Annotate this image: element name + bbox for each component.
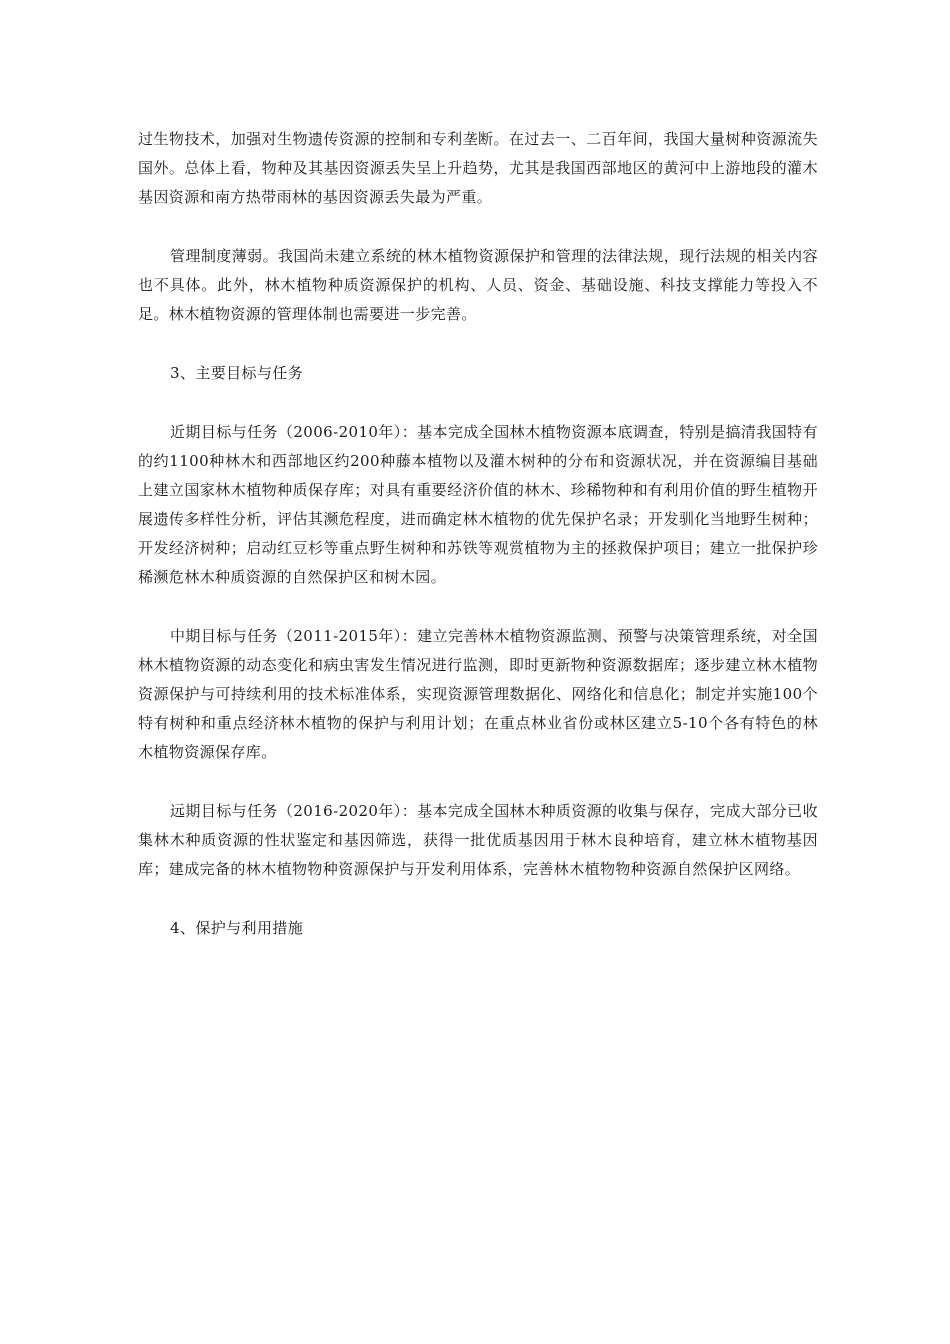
paragraph-short-term-goals: 近期目标与任务（2006-2010年）：基本完成全国林木植物资源本底调查，特别是搞清我国特有的约1100种林木和西部地区约200种藤本植物以及灌木树种的分布和资源状况，并在资源编目基础上建立国家林木植物种质保存库；对具有重要经济价值的林木、珍稀物种和有利用价值的野生植物开展遗传多样性分析，评估其濒危程度，进而确定林木植物的优先保护名录；开发驯化当地野生树种；开发经济树种；启动红豆杉等重点野生树种和苏铁等观赏植物为主的拯救保护项目；建立一批保护珍稀濒危林木种质资源的自然保护区和树木园。 [138, 423, 818, 586]
paragraph-long-term-goals: 远期目标与任务（2016-2020年）：基本完成全国林木种质资源的收集与保存，完成大部分已收集林木种质资源的性状鉴定和基因筛选，获得一批优质基因用于林木良种培育，建立林木植物基因库；建成完备的林木植物物种资源保护与开发利用体系，完善林木植物物种资源自然保护区网络。 [138, 802, 818, 878]
paragraph-management-weakness: 管理制度薄弱。我国尚未建立系统的林木植物资源保护和管理的法律法规，现行法规的相关内容也不具体。此外，林木植物种质资源保护的机构、人员、资金、基础设施、科技支撑能力等投入不足。林木植物资源的管理体制也需要进一步完善。 [138, 247, 818, 323]
document-body [138, 125, 818, 973]
section-heading-measures: 4、保护与利用措施 [170, 919, 304, 937]
paragraph-mid-term-goals: 中期目标与任务（2011-2015年）：建立完善林木植物资源监测、预警与决策管理系统，对全国林木植物资源的动态变化和病虫害发生情况进行监测，即时更新物种资源数据库；逐步建立林木植物资源保护与可持续利用的技术标准体系，实现资源管理数据化、网络化和信息化；制定并实施100个特有树种和重点经济林木植物的保护与利用计划；在重点林业省份或林区建立5-10个各有特色的林木植物资源保存库。 [138, 627, 818, 761]
section-heading-goals: 3、主要目标与任务 [170, 364, 304, 382]
paragraph-gene-resource-loss: 过生物技术，加强对生物遗传资源的控制和专利垄断。在过去一、二百年间，我国大量树种资源流失国外。总体上看，物种及其基因资源丢失呈上升趋势，尤其是我国西部地区的黄河中上游地段的灌木基因资源和南方热带雨林的基因资源丢失最为严重。 [138, 130, 818, 206]
